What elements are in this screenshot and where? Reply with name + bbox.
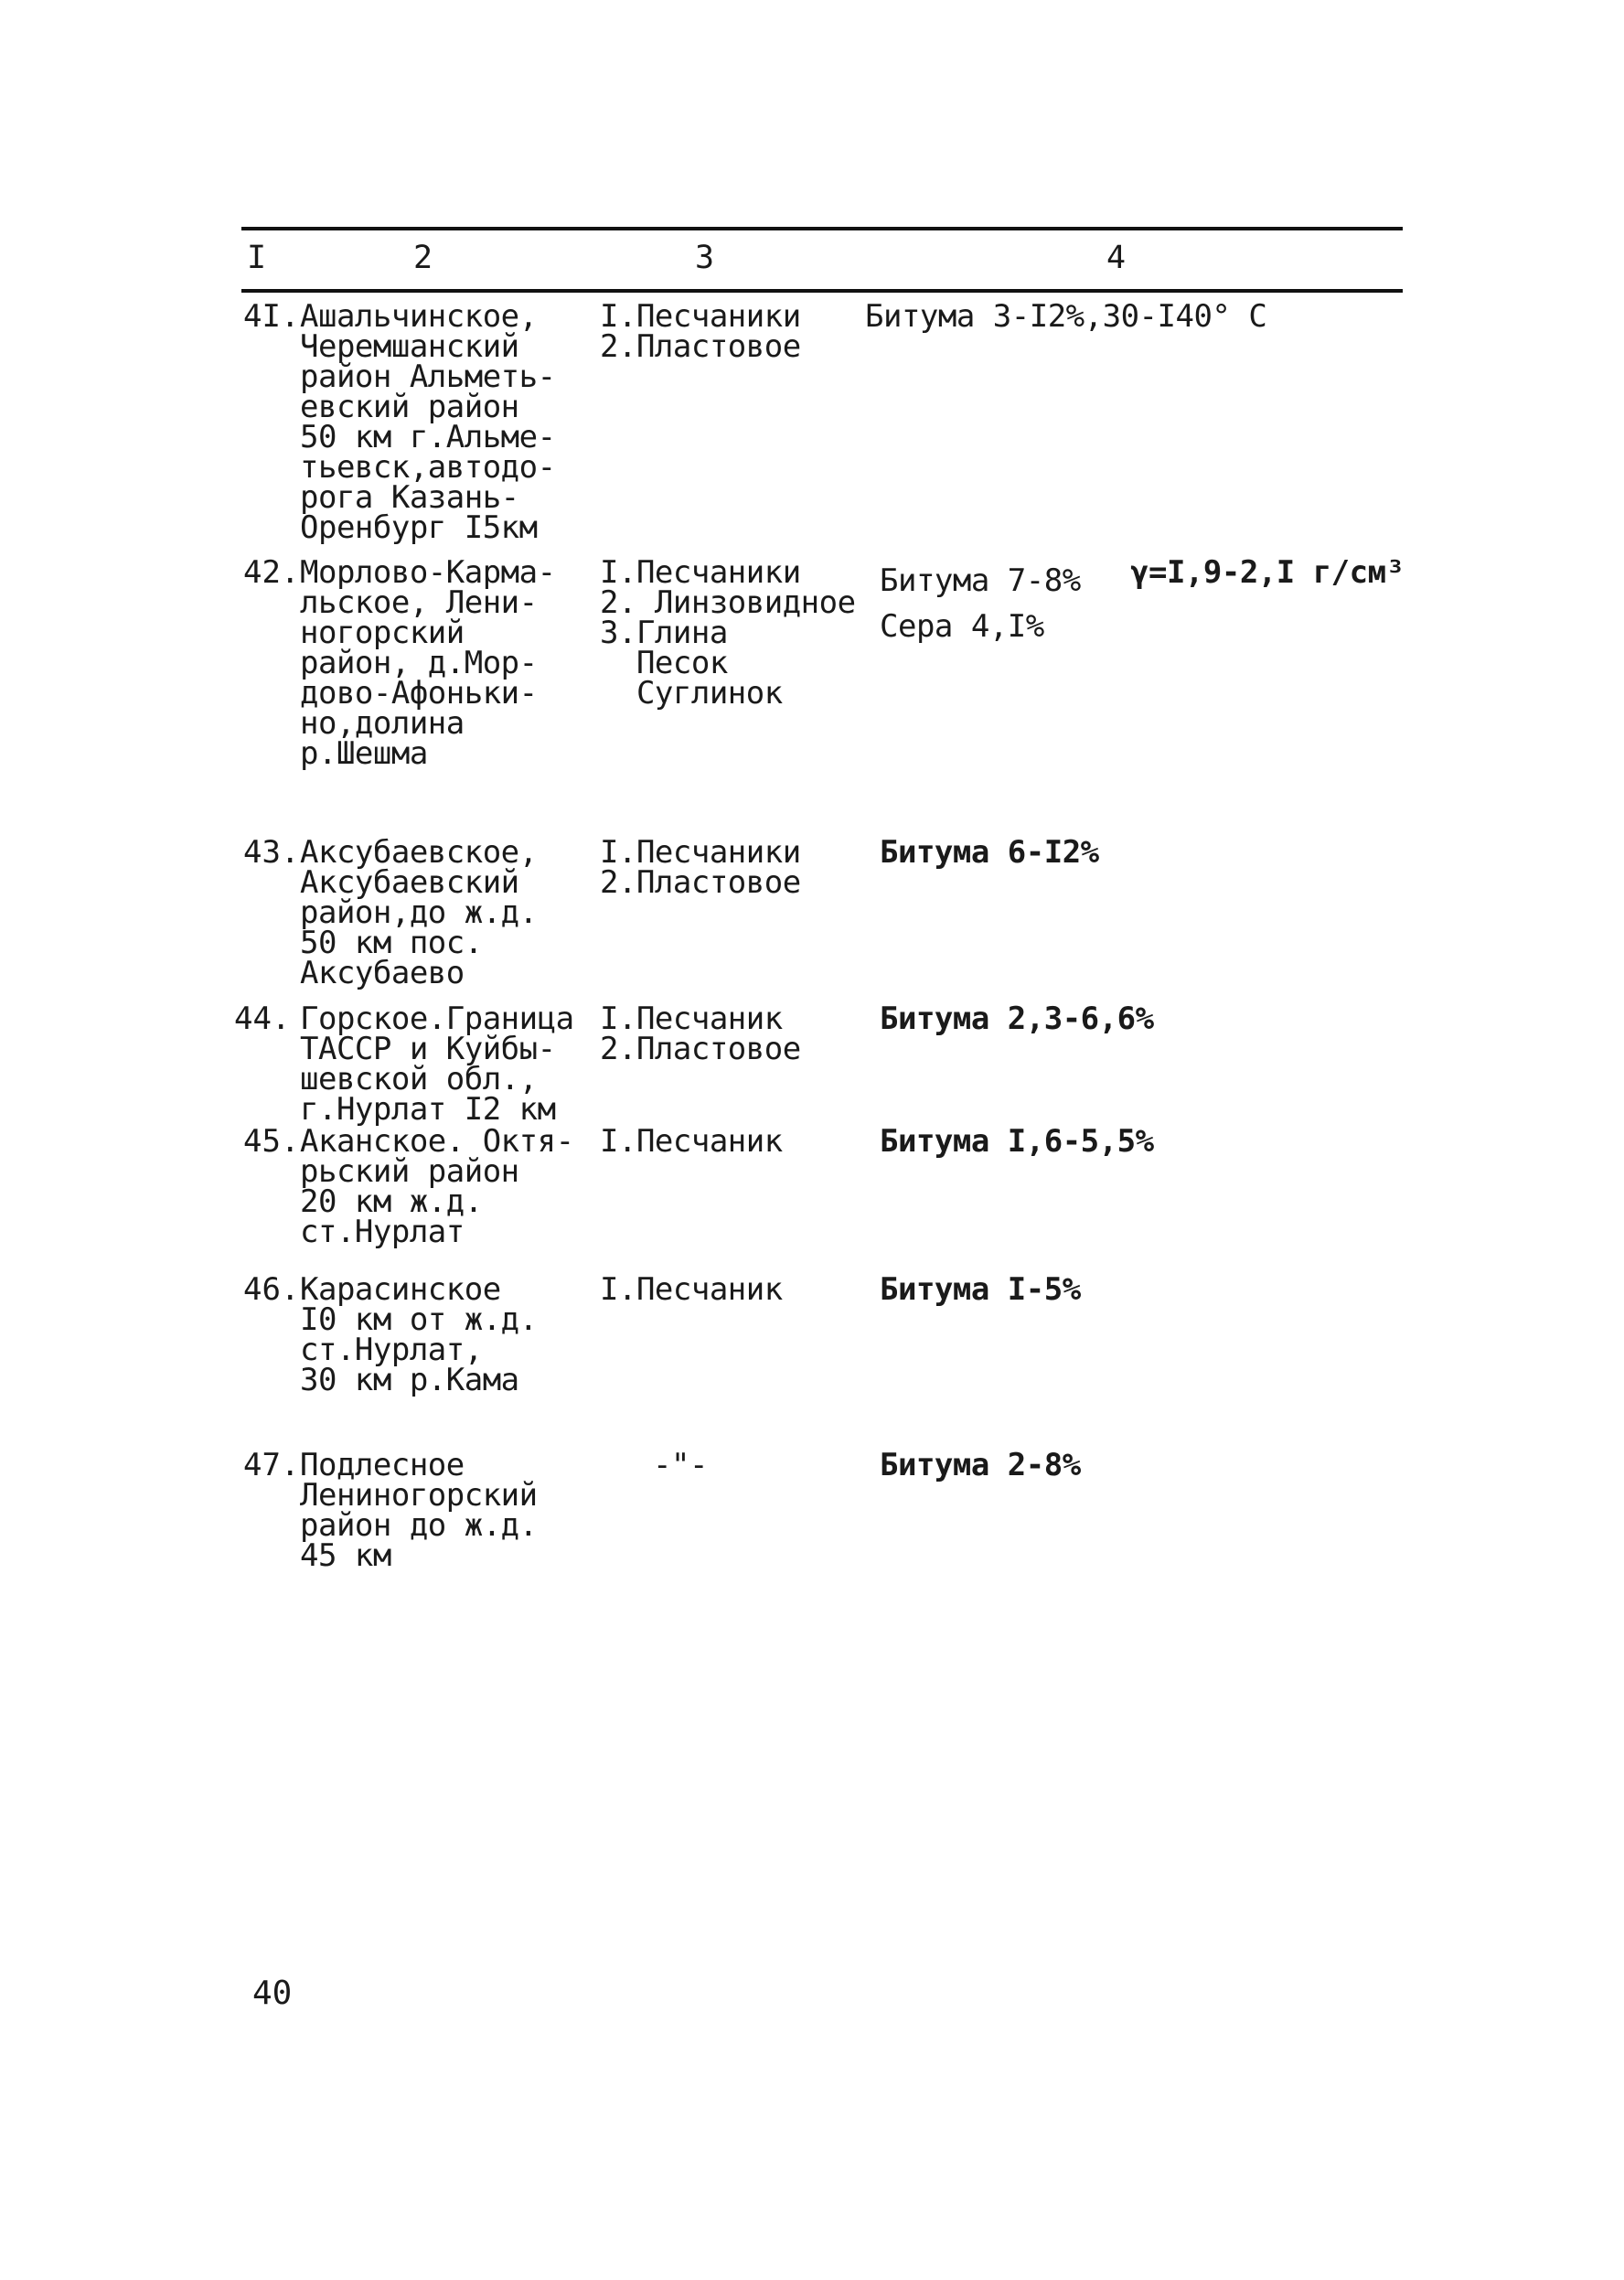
location-text: Ашальчинское, Черемшанский район Альметь- евский район 50 км г.Альме- тьевск,автодо- рога Казань- Оренбург I5км bbox=[300, 298, 556, 546]
content-text: Битума 2,3-6,6% bbox=[880, 1001, 1154, 1037]
content-text: Битума 2-8% bbox=[880, 1447, 1081, 1483]
row-number: 42. bbox=[243, 554, 300, 591]
column-header-3: 3 bbox=[695, 240, 715, 276]
rock-text: -"- bbox=[653, 1447, 708, 1483]
row-number: 43. bbox=[243, 834, 300, 871]
content-text: Битума I,6-5,5% bbox=[880, 1123, 1154, 1160]
content-text: Битума I-5% bbox=[880, 1271, 1081, 1308]
page-number: 40 bbox=[252, 1975, 293, 2012]
location-text: Подлесное Лениногорский район до ж.д. 45 км bbox=[300, 1447, 538, 1574]
column-header-1: I bbox=[247, 240, 267, 276]
row-number: 47. bbox=[243, 1447, 300, 1483]
column-header-4: 4 bbox=[1106, 240, 1127, 276]
row-number: 44. bbox=[234, 1001, 291, 1037]
rock-text: I.Песчаники 2.Пластовое bbox=[600, 298, 801, 365]
rock-text: I.Песчаник 2.Пластовое bbox=[600, 1001, 801, 1067]
rock-text: I.Песчаники 2.Пластовое bbox=[600, 834, 801, 901]
table-top-rule bbox=[241, 227, 1403, 230]
row-number: 46. bbox=[243, 1271, 300, 1308]
location-text: Морлово-Карма- льское, Лени- ногорский район, д.Мор- дово-Афоньки- но,долина р.Шешма bbox=[300, 554, 556, 772]
rock-text: I.Песчаники 2. Линзовидное 3.Глина Песок Суглинок bbox=[600, 554, 856, 712]
table-header-rule bbox=[241, 289, 1403, 293]
rock-text: I.Песчаник bbox=[600, 1271, 783, 1308]
content-text: Битума 6-I2% bbox=[880, 834, 1099, 871]
rock-text: I.Песчаник bbox=[600, 1123, 783, 1160]
density-text: γ=I,9-2,I г/см³ bbox=[1130, 554, 1405, 591]
content-text: Битума 3-I2%,30-I40° C bbox=[865, 298, 1267, 335]
row-number: 45. bbox=[243, 1123, 300, 1160]
location-text: Аксубаевское, Аксубаевский район,до ж.д. 50 км пос. Аксубаево bbox=[300, 834, 538, 991]
column-header-2: 2 bbox=[413, 240, 433, 276]
location-text: Аканское. Октя- рьский район 20 км ж.д. ст.Нурлат bbox=[300, 1123, 574, 1250]
content-text: Битума 7-8% Сера 4,I% bbox=[880, 562, 1081, 645]
row-number: 4I. bbox=[243, 298, 300, 335]
location-text: Карасинское I0 км от ж.д. ст.Нурлат, 30 км р.Кама bbox=[300, 1271, 538, 1398]
location-text: Горское.Граница ТАССР и Куйбы- шевской обл., г.Нурлат I2 км bbox=[300, 1001, 574, 1128]
